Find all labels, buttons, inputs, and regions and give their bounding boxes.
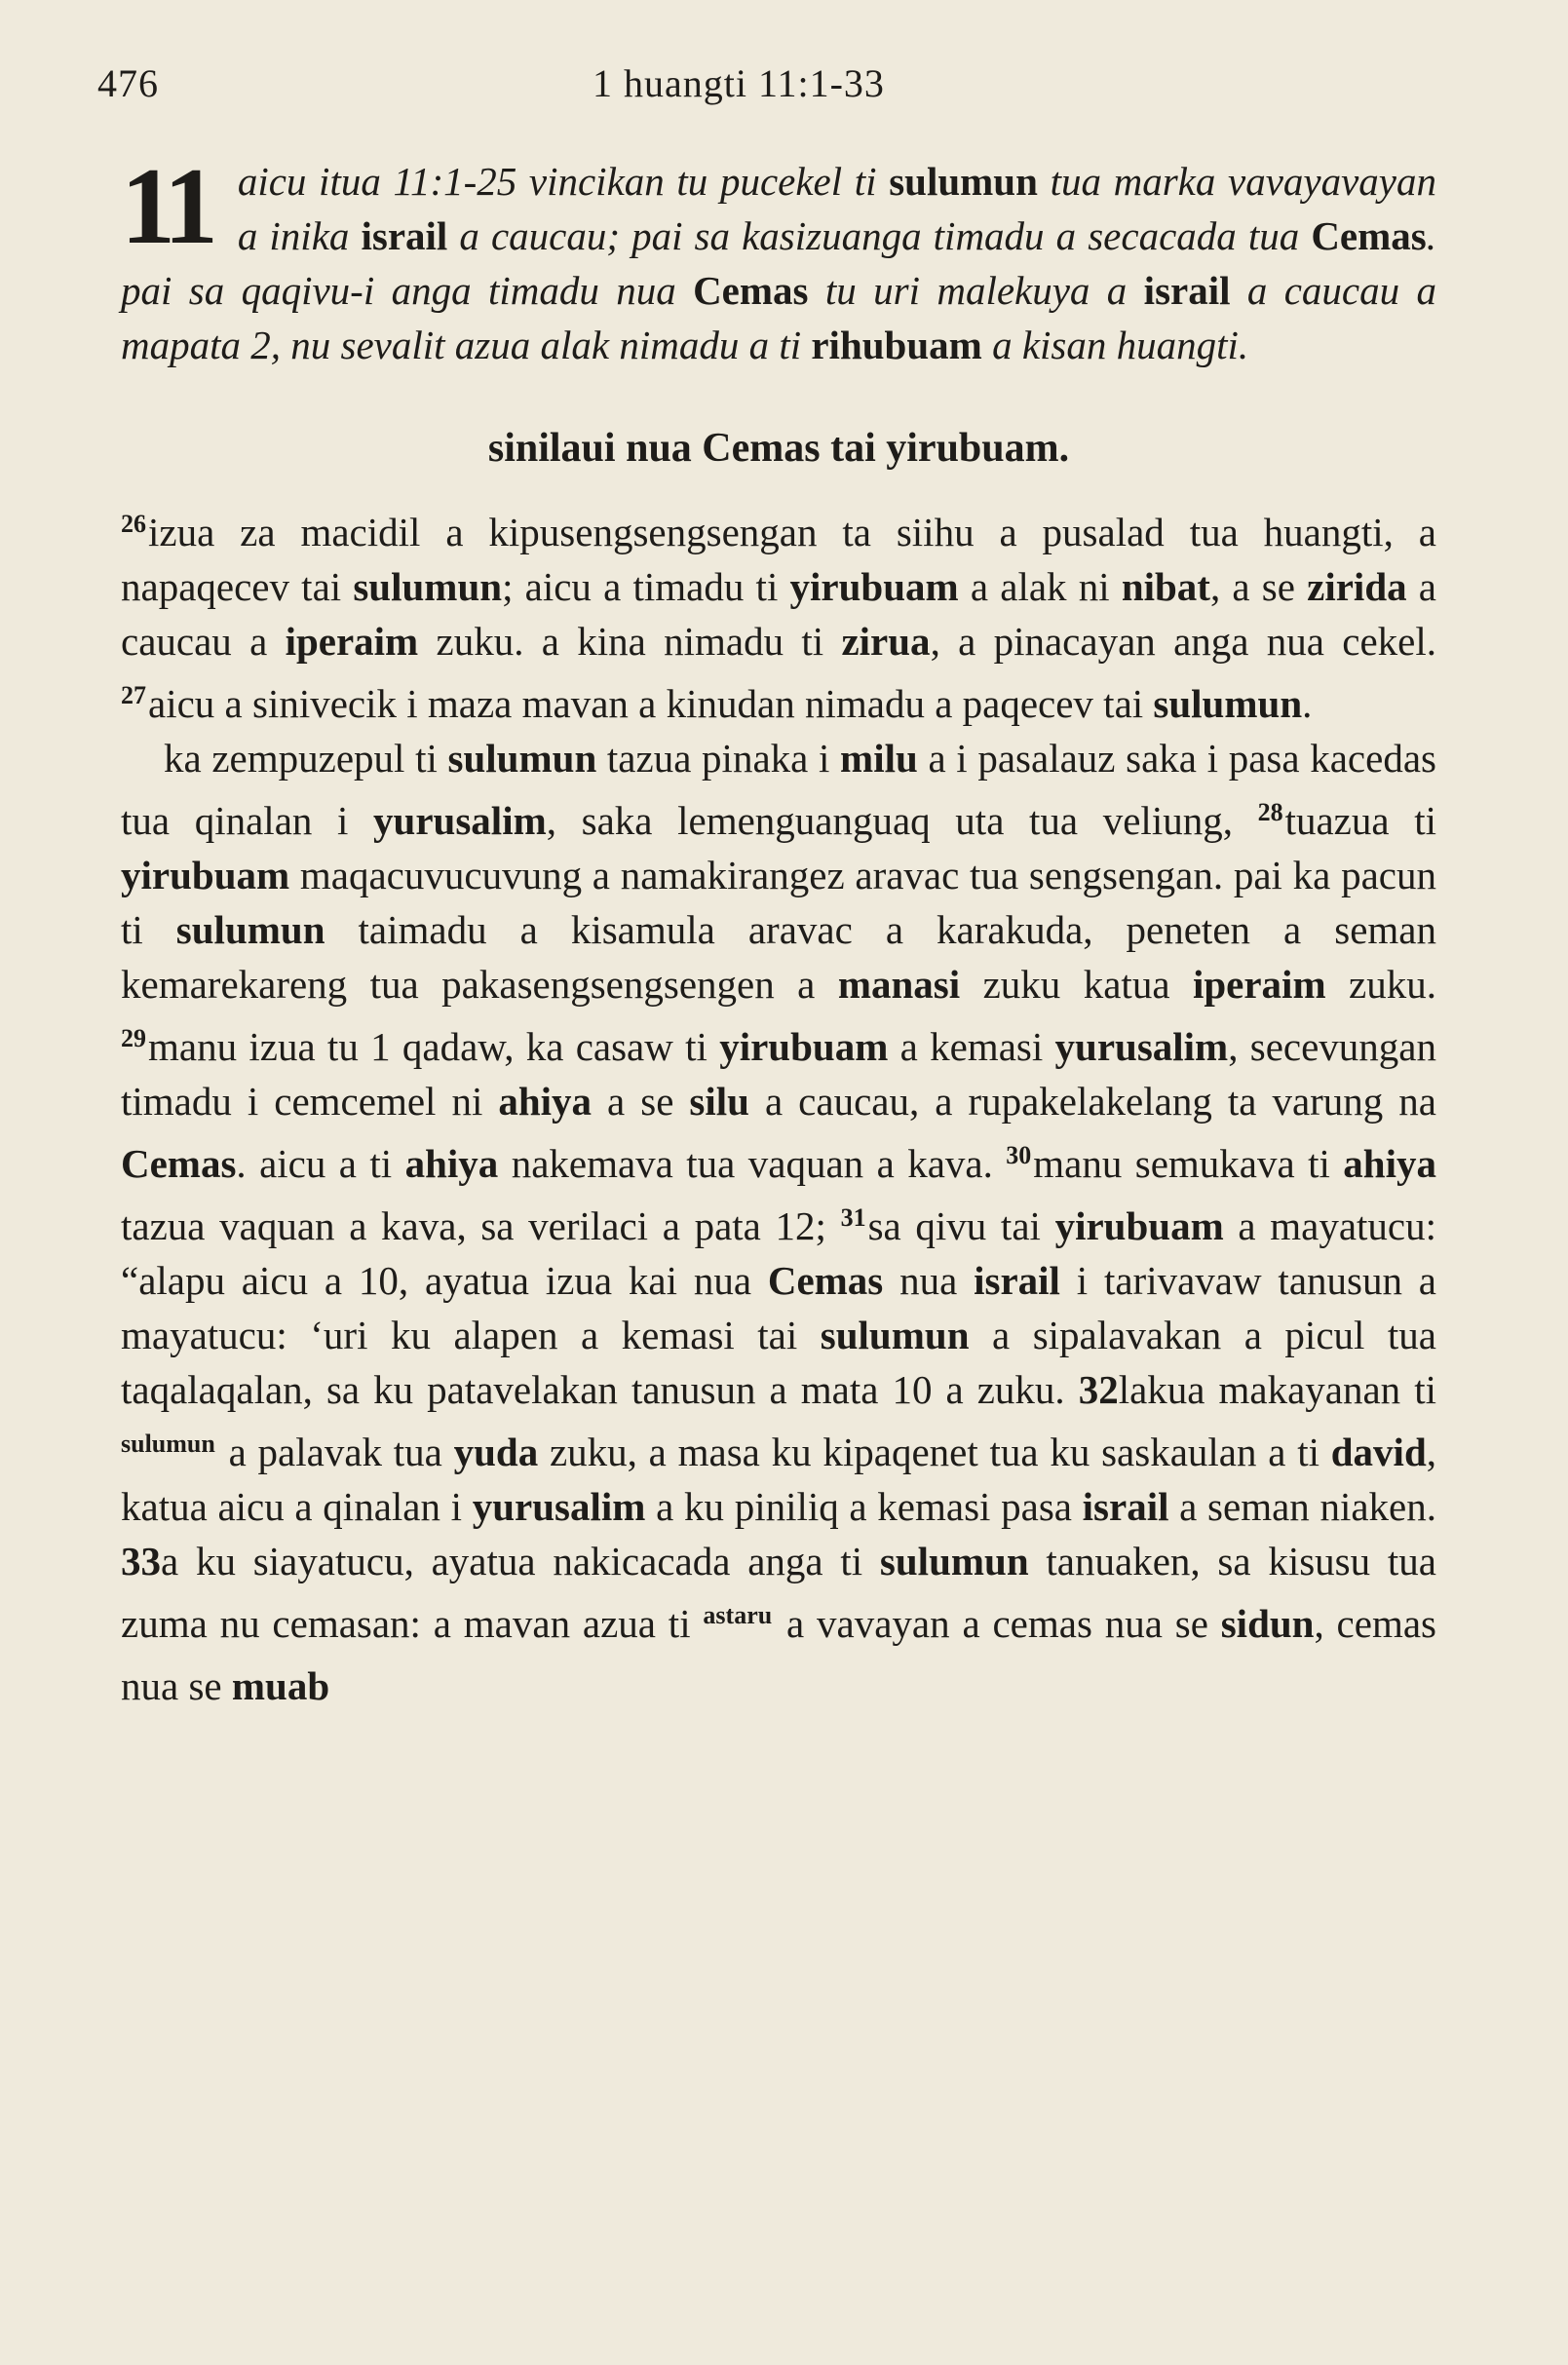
verse-text: a ku piniliq a kemasi pasa (645, 1484, 1083, 1529)
verse-text: , katua aicu a qinalan i (121, 1430, 1436, 1529)
verse-name: sulumun (820, 1313, 970, 1357)
running-header (97, 60, 1481, 119)
intro-name: rihubuam (811, 323, 982, 367)
verse-name: yirubuam (719, 1024, 889, 1069)
verse-text: ka zempuzepul ti (164, 736, 448, 781)
verse-text: a vavayan a cemas nua se (774, 1601, 1221, 1646)
verse-name: yuda (453, 1430, 539, 1474)
verse-name: iperaim (1192, 962, 1326, 1007)
intro-text: tua marka vavayavayan a inika (237, 159, 1436, 258)
section-heading: sinilaui nua Cemas tai yirubuam. (487, 426, 1070, 471)
verse-text: tazua pinaka i (596, 736, 841, 781)
verse-name: ahiya (1343, 1141, 1436, 1186)
verse-text: , saka lemenguanguaq uta tua veliung, (546, 798, 1258, 843)
verse-name: sulumun (447, 736, 597, 781)
verse-text: nakemava tua vaquan a kava. (498, 1141, 1007, 1186)
verse-number: 30 (1006, 1141, 1032, 1169)
intro-name: Cemas (693, 268, 809, 313)
verse-text: a ku siayatucu, ayatua nakicacada anga ti (161, 1539, 880, 1583)
verse-text: a se (592, 1079, 690, 1124)
verse-text: a kemasi (888, 1024, 1055, 1069)
intro-name: sulumun (889, 159, 1038, 204)
verse-text: manu semukava ti (1033, 1141, 1344, 1186)
verse-name: yurusalim (472, 1484, 646, 1529)
verse-text: , secevungan timadu i cemcemel ni (121, 1024, 1436, 1124)
verse-name: zirua (841, 619, 931, 664)
verse-text: . aicu a ti (236, 1141, 405, 1186)
verse-text: zuku. a kina nimadu ti (418, 619, 842, 664)
paragraph-verses-26-27 (121, 497, 1436, 731)
intro-text: tu uri malekuya a (808, 268, 1144, 313)
paragraph-verses-27-33 (121, 731, 1436, 1713)
verse-name: nibat (1121, 564, 1210, 609)
verse-text: a sipalavakan a picul tua taqalaqalan, sa ku patavelakan tanusun a mata 10 a zuku. (121, 1313, 1436, 1412)
verse-name: israil (1082, 1484, 1169, 1529)
verse-text: i tarivavaw tanusun a mayatucu: ‘uri ku alapen a kemasi tai (121, 1258, 1436, 1357)
verse-name: manasi (837, 962, 961, 1007)
page-number: 476 (97, 61, 159, 105)
intro-name: israil (1143, 268, 1231, 313)
verse-name: yurusalim (1054, 1024, 1229, 1069)
verse-name: sulumun (1153, 681, 1303, 726)
chapter-number: 11 (121, 146, 212, 267)
verse-text: manu izua tu 1 qadaw, ka casaw ti (148, 1024, 720, 1069)
verse-text: sa qivu tai (867, 1203, 1055, 1248)
verse-text: maqacuvucuvung a namakirangez aravac tua sengsengan. pai ka pacun ti (121, 853, 1436, 952)
verse-text: lakua makayanan ti (1118, 1367, 1436, 1412)
verse-text: a i pasalauz saka i pasa kacedas tua qinalan i (121, 736, 1436, 843)
verse-name: 32 (1078, 1367, 1119, 1412)
verse-text: . (1302, 681, 1313, 726)
verse-name: sulumun (879, 1539, 1029, 1583)
verse-name: muab (231, 1663, 330, 1708)
verse-text: taimadu a kisamula aravac a karakuda, peneten a seman kemarekareng tua pakasengsengsengen a (121, 907, 1436, 1007)
verse-name: ahiya (404, 1141, 499, 1186)
verse-text: zuku katua (960, 962, 1193, 1007)
verse-name: yirubuam (789, 564, 959, 609)
verse-number: astaru (703, 1601, 773, 1629)
verse-name: Cemas (767, 1258, 884, 1303)
verse-text: a seman niaken. (1168, 1484, 1436, 1529)
verse-name: israil (974, 1258, 1060, 1303)
verse-name: yirubuam (121, 853, 290, 897)
running-title: 1 huangti 11:1-33 (593, 61, 885, 105)
verse-text: zuku. (1325, 962, 1437, 1007)
verse-text: tuazua ti (1284, 798, 1436, 843)
verse-name: sulumun (353, 564, 503, 609)
body-text (121, 146, 1437, 1713)
verse-number: 28 (1257, 798, 1283, 826)
verse-text: a alak ni (958, 564, 1122, 609)
verse-text: a mayatucu: “alapu aicu a 10, ayatua izua kai nua (121, 1203, 1437, 1303)
verse-name: yirubuam (1054, 1203, 1224, 1248)
verse-text: a palavak tua (216, 1430, 454, 1474)
verse-text: izua za macidil a kipusengsengsengan ta siihu a pusalad tua huangti, a napaqecev tai (121, 510, 1436, 609)
verse-text: nua (883, 1258, 975, 1303)
verse-text: , cemas nua se (121, 1601, 1436, 1708)
verse-name: Cemas (121, 1141, 237, 1186)
verse-text: aicu a sinivecik i maza mavan a kinudan nimadu a paqecev tai (148, 681, 1154, 726)
verse-number: 26 (121, 510, 146, 538)
verse-name: milu (840, 736, 918, 781)
verse-text: ; aicu a timadu ti (502, 564, 790, 609)
verse-text: a caucau, a rupakelakelang ta varung na (748, 1079, 1436, 1124)
intro-text: a kisan huangti. (981, 323, 1249, 367)
verse-name: david (1330, 1430, 1427, 1474)
verse-name: ahiya (498, 1079, 593, 1124)
verse-name: 33 (121, 1539, 161, 1583)
verse-text: , a pinacayan anga nua cekel. (930, 619, 1436, 664)
verse-text: , a se (1209, 564, 1308, 609)
verse-number: sulumun (121, 1430, 215, 1458)
verse-text: a caucau a (121, 564, 1437, 664)
intro-text: . pai sa qaqivu-i anga timadu nua (121, 213, 1436, 313)
intro-text: a caucau; pai sa kasizuanga timadu a secacada tua (447, 213, 1312, 258)
verse-number: 29 (121, 1024, 146, 1052)
verse-name: zirida (1307, 564, 1407, 609)
verse-name: iperaim (285, 619, 419, 664)
verse-name: sulumun (175, 907, 325, 952)
intro-name: Cemas (1311, 213, 1427, 258)
verse-name: yurusalim (373, 798, 547, 843)
verse-text: zuku, a masa ku kipaqenet tua ku saskaulan a ti (538, 1430, 1331, 1474)
verse-name: silu (689, 1079, 749, 1124)
intro-text: a caucau a mapata 2, nu sevalit azua alak nimadu a ti (121, 268, 1436, 367)
verse-number: 27 (121, 681, 146, 709)
verse-text: tazua vaquan a kava, sa verilaci a pata 12; (121, 1203, 841, 1248)
intro-name: israil (361, 213, 448, 258)
verse-text: tanuaken, sa kisusu tua zuma nu cemasan: a mavan azua ti (121, 1539, 1436, 1646)
chapter-intro (121, 146, 1436, 372)
verse-name: sidun (1220, 1601, 1315, 1646)
verse-number: 31 (840, 1203, 866, 1232)
intro-text: aicu itua 11:1-25 vincikan tu pucekel ti (237, 159, 890, 204)
